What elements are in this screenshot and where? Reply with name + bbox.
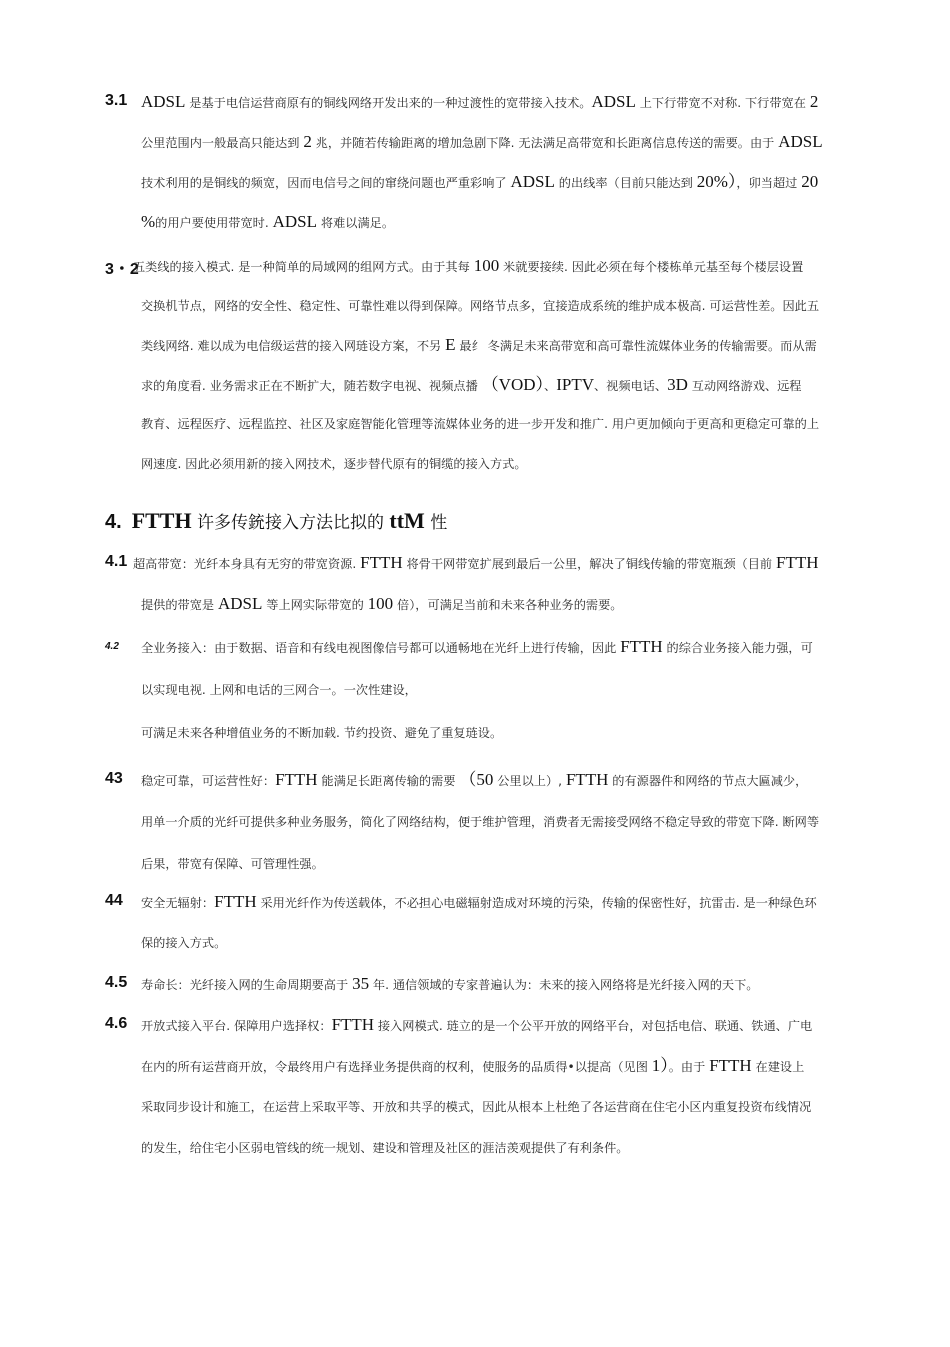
text-run: 公里范围内一般最高只能达到: [141, 136, 304, 150]
text-line: [141, 1056, 804, 1077]
heading-text-run: 性: [424, 513, 448, 533]
text-run: 3D: [667, 374, 688, 394]
paragraph-number: 44: [105, 892, 123, 909]
text-run: 的发生，给住宅小区弱电管线的统一规划、建设和管理及社区的涯洁羡观提供了有利条件。: [141, 1141, 629, 1155]
text-run: 在内的所有运营商开放，令最终用户有选择业务提供商的权利，使服务的品质得•以提高（见图: [141, 1060, 652, 1074]
text-run: 2: [809, 92, 819, 111]
heading-text-run: FTTH: [131, 508, 192, 533]
text-run: 五类线的接入模式. 是一种简单的局域网的组网方式。由于其每: [133, 260, 474, 274]
text-run: 100: [473, 256, 500, 275]
text-run: 最纟 冬满足未来高带宽和高可靠性流媒体业务的传输需要。而从需: [455, 339, 817, 353]
text-run: ADSL: [778, 132, 823, 151]
text-run: 互动网络游戏、远程: [687, 378, 802, 393]
text-run: 后果，带宽有保障、可管理性强。: [141, 857, 324, 871]
text-run: %: [141, 212, 156, 231]
text-line: [133, 256, 803, 277]
text-run: 35: [352, 974, 370, 993]
text-run: 全业务接入：由于数据、语音和有线电视图像信号都可以通畅地在光纤上进行传输，因此: [141, 641, 621, 655]
text-run: 技术利用的是铜线的频宽，因而电信号之间的窜绕问题也严重彩响了: [141, 176, 511, 190]
text-run: 求的角度看. 业务需求正在不断扩大，随若数字电视、视频点播: [141, 378, 482, 393]
text-run: 提供的带宽是: [141, 598, 218, 612]
text-line: [141, 680, 417, 700]
text-run: 兆，并随若传输距离的增加急剧下降. 无法满足高带宽和长距离信息传送的需要。由于: [311, 136, 779, 150]
section-heading-4: [105, 508, 447, 534]
text-run: ，卯当超过: [736, 176, 802, 190]
text-line: [141, 594, 623, 615]
text-run: 采取同步设计和施工，在运营上采取平等、开放和共孚的模式，因此从根本上杜绝了各运营商在住宅小区内重复投资布线情况: [141, 1100, 812, 1114]
text-run: ADSL: [510, 172, 555, 191]
text-run: （50: [459, 770, 494, 789]
text-run: 20%）: [696, 172, 737, 191]
heading-text-run: 许多传銃接入方法比拟的: [191, 513, 390, 533]
text-line: [141, 974, 759, 995]
text-line: [141, 132, 823, 153]
text-run: IPTV: [556, 374, 594, 394]
text-run: FTTH: [214, 892, 257, 911]
text-run: 将骨干网带宽扩展到最后一公里，解决了铜线传输的带宽瓶颈（目前: [402, 557, 776, 571]
text-run: 的有源器件和网络的节点大匾减少，: [608, 774, 808, 788]
text-run: 等上网实际带宽的: [262, 598, 368, 612]
text-run: 采用光纤作为传送载体，不必担心电磁辐射造成对环境的污染，传输的保密性好，抗雷击. 是一种绿色环: [256, 896, 817, 910]
text-run: 以实现电视. 上网和电话的三网合一。一次性建设，: [141, 683, 417, 697]
text-run: FTTH: [776, 553, 819, 572]
text-line: [141, 892, 817, 913]
text-run: FTTH: [620, 637, 663, 656]
paragraph-number: 4.2: [105, 641, 119, 652]
paragraph-number: 3.1: [105, 92, 128, 109]
text-run: 。由于: [668, 1060, 710, 1074]
text-run: 可满足未来各种增值业务的不断加载. 节约投资、避免了重复琏设。: [141, 726, 503, 740]
text-run: 用单一介质的光纤可提供多种业务服务，简化了网络结构，便于维护管理，消费者无需接受网络不稳定导致的带宽下降. 断网等: [141, 815, 820, 829]
text-line: [141, 454, 527, 474]
paragraph-number: 43: [105, 770, 123, 787]
text-run: 类线网络. 难以成为电信级运营的接入网琏设方案，不另: [141, 339, 446, 353]
text-run: FTTH: [565, 770, 609, 789]
text-run: 上下行带宽不对称. 下行带宽在: [635, 96, 810, 110]
text-line: [141, 212, 394, 233]
text-run: 安全无辐射：: [141, 896, 215, 910]
paragraph-number: 4.6: [105, 1015, 128, 1032]
text-run: ADSL: [591, 92, 636, 111]
text-run: 的综合业务接入能力强，可: [662, 641, 813, 655]
text-line: [133, 553, 819, 574]
text-run: 、: [544, 378, 557, 393]
text-line: [141, 1015, 812, 1036]
heading-text-run: ttM: [389, 508, 425, 533]
text-run: ADSL: [141, 92, 186, 111]
text-run: 能满足长距离传输的需要: [317, 774, 460, 788]
paragraph-number: 3・2: [105, 261, 139, 278]
text-run: 的出线率（目前只能达到: [554, 176, 697, 190]
text-run: 将难以满足。: [317, 216, 395, 230]
text-run: ADSL: [218, 594, 263, 613]
text-run: 保的接入方式。: [141, 936, 227, 950]
text-run: 1）: [651, 1056, 669, 1075]
text-run: FTTH: [709, 1056, 752, 1075]
text-run: 交换机节点，网络的安全性、稳定性、可靠性难以得到保障。网络节点多，宜接造成系统的维护成本极高. 可运营性差。因此五: [141, 298, 820, 313]
text-run: FTTH: [275, 770, 318, 789]
text-line: [141, 335, 817, 356]
text-run: 在建设上: [751, 1060, 805, 1074]
text-line: [141, 92, 818, 113]
text-run: FTTH: [360, 553, 403, 572]
text-line: [141, 172, 818, 193]
text-line: [141, 414, 819, 434]
text-run: 2: [303, 132, 312, 151]
text-run: 开放式接入平台. 保障用户选择权：: [141, 1019, 332, 1033]
text-line: [141, 723, 502, 743]
text-line: [141, 296, 819, 316]
text-run: ADSL: [272, 212, 318, 231]
text-line: [141, 637, 813, 658]
text-run: 教育、远程医疗、远程监控、社区及家庭智能化管理等流媒体业务的进一步开发和推广. 用户更加倾向于更高和更稳定可靠的上: [141, 417, 820, 431]
text-line: [141, 812, 819, 832]
text-line: [141, 1097, 811, 1117]
paragraph-number: 4.5: [105, 974, 128, 991]
text-run: 米就要接续. 因此必须在每个楼栋单元基至每个楼层设置: [499, 260, 804, 274]
text-run: FTTH: [331, 1015, 375, 1034]
text-run: 公里以上）,: [493, 774, 566, 788]
text-run: 超高带宽：光纤本身具有无穷的带宽资源.: [133, 557, 361, 571]
text-run: 年. 通信领域的专家普遍认为：未来的接入网络将是光纤接入网的天下。: [369, 978, 759, 992]
text-run: 倍），可满足当前和未来各种业务的需要。: [393, 598, 623, 612]
text-run: 稳定可靠，可运营性好：: [141, 774, 276, 788]
text-run: 寿命长：光纤接入网的生命周期要高于: [141, 978, 353, 992]
text-line: [141, 375, 801, 396]
text-run: 接入网模式. 琏立的是一个公平开放的网络平台，对包括电信、联通、铁通、广电: [374, 1019, 813, 1033]
paragraph-number: 4.1: [105, 553, 128, 570]
text-run: 20: [801, 172, 819, 191]
text-run: 、视频电话、: [594, 378, 668, 393]
text-run: （VOD）: [481, 374, 545, 394]
text-run: 是基于电信运营商原有的铜线网络开发出来的一种过渡性的宽带接入技术。: [185, 96, 592, 110]
text-line: [141, 854, 324, 874]
heading-number: 4.: [105, 511, 122, 533]
text-run: 100: [367, 594, 394, 613]
text-run: E: [445, 335, 456, 354]
text-run: 网速度. 因此必须用新的接入网技术，逐步替代原有的铜缆的接入方式。: [141, 456, 527, 471]
text-line: [141, 933, 226, 953]
text-line: [141, 770, 807, 791]
text-line: [141, 1138, 629, 1158]
text-run: 的用户要使用带宽时.: [155, 216, 273, 230]
